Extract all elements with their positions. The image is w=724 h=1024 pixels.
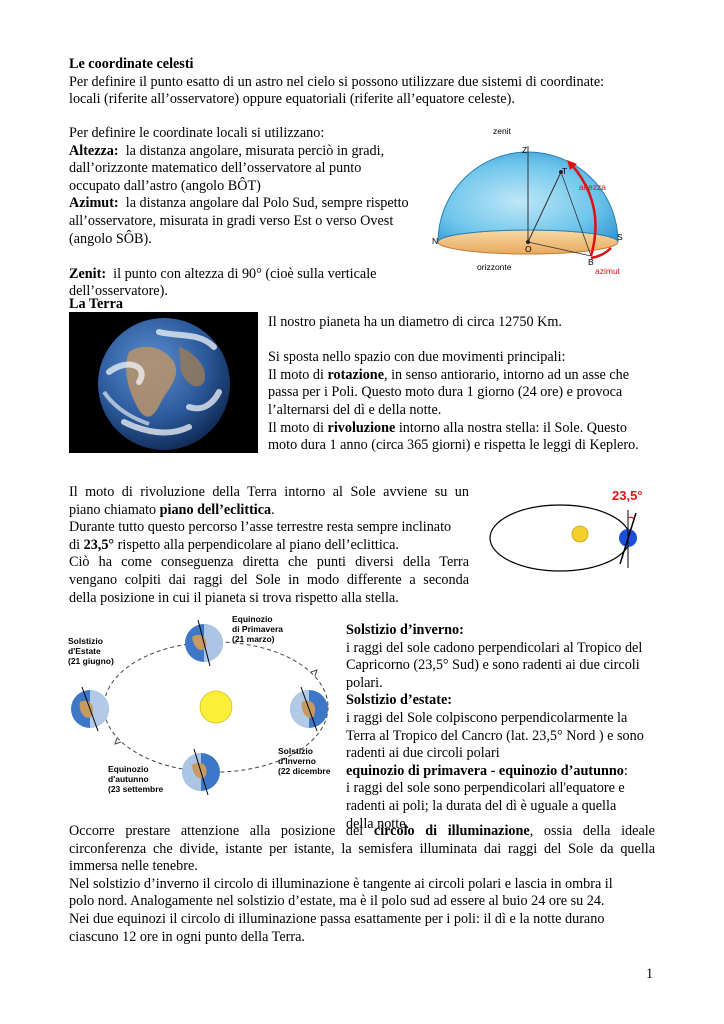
azimut-line-1: Azimut: la distanza angolare dal Polo Sud, sempre rispetto xyxy=(69,195,409,212)
label-n: N xyxy=(432,236,439,246)
label-equinozio-primavera: Equinozio di Primavera (21 marzo) xyxy=(232,614,284,644)
label-azimut: azimut xyxy=(595,266,621,276)
rivoluzione-term: rivoluzione xyxy=(327,419,396,436)
tilt-label: 23,5° xyxy=(612,488,643,503)
terra-line-6: moto dura 1 anno (circa 365 giorni) e rispetta le leggi di Keplero. xyxy=(268,437,639,454)
circolo-illuminazione-term: circolo di illuminazione xyxy=(373,823,530,839)
intro-line-2: locali (riferite all’osservatore) oppure equatoriali (riferite all’equatore celeste). xyxy=(69,91,515,108)
zenit-line-2: dell’osservatore). xyxy=(69,283,168,300)
equinozio-line-2: radenti ai poli; la durata del dì è uguale a quella xyxy=(346,797,617,814)
terra-diameter: Il nostro pianeta ha un diametro di circa 12750 Km. xyxy=(268,314,562,330)
solstizio-estate-line-2: Terra al Tropico del Cancro (lat. 23,5° Nord ) e sono xyxy=(346,727,644,744)
section-title: Le coordinate celesti xyxy=(69,56,194,72)
earth-photo xyxy=(69,312,258,453)
terra-heading: La Terra xyxy=(69,296,123,312)
label-z: Z xyxy=(522,145,528,155)
label-equinozio-autunno: Equinozio d'autunno (23 settembre xyxy=(108,764,164,794)
tilt-term: 23,5° xyxy=(83,536,115,553)
label-orizzonte: orizzonte xyxy=(477,262,512,272)
celestial-dome-figure xyxy=(431,124,627,280)
terra-line-5: Il moto di rivoluzione intorno alla nostra stella: il Sole. Questo xyxy=(268,419,627,436)
equinozio-heading: equinozio di primavera - equinozio d’autunno: xyxy=(346,762,628,779)
label-solstizio-estate: Solstizio d'Estate (21 giugno) xyxy=(68,636,114,666)
illuminazione-line-3: immersa nelle tenebre. xyxy=(69,858,198,875)
label-zenit: zenit xyxy=(493,126,511,136)
zenit-line-1: Zenit: il punto con altezza di 90° (cioè sulla verticale xyxy=(69,265,377,282)
illuminazione-line-4: Nel solstizio d’inverno il circolo di illuminazione è tangente ai circoli polari e lascia in ombra il xyxy=(69,875,613,892)
azimut-line-3: (angolo SÔB). xyxy=(69,230,152,247)
eclittica-line-6: vengano colpiti dai raggi del Sole in modo differente a seconda xyxy=(69,571,469,588)
altezza-line-3: occupato dall’astro (angolo BÔT) xyxy=(69,177,261,194)
solstizio-inverno-line-1: i raggi del sole cadono perpendicolari al Tropico del xyxy=(346,639,643,656)
solstizio-inverno-line-2: Capricorno (23,5° Sud) e sono radenti ai due circoli xyxy=(346,657,640,674)
altezza-line-2: dall’orizzonte matematico dell’osservatore al punto xyxy=(69,160,362,177)
eclittica-line-3: Durante tutto questo percorso l’asse terrestre resta sempre inclinato xyxy=(69,519,452,536)
azimut-term: Azimut: xyxy=(69,195,119,212)
label-b: B xyxy=(588,257,594,267)
illuminazione-line-6: Nei due equinozi il circolo di illuminazione passa esattamente per i poli: il dì e la notte durano xyxy=(69,910,605,927)
eclittica-line-5: Ciò ha come conseguenza diretta che punti diversi della Terra xyxy=(69,554,469,571)
spacer xyxy=(69,248,429,266)
label-t: T xyxy=(562,166,568,176)
equinozio-line-3: della notte. xyxy=(346,815,410,832)
label-o: O xyxy=(525,244,532,254)
solstizio-inverno-line-3: polari. xyxy=(346,674,383,691)
label-altezza: altezza xyxy=(579,182,606,192)
label-s: S xyxy=(617,232,623,242)
illuminazione-line-1: Occorre prestare attenzione alla posizione del circolo di illuminazione, ossia della ideale xyxy=(69,823,655,839)
page-number: 1 xyxy=(646,966,654,982)
solstizio-estate-line-1: i raggi del Sole colpiscono perpendicolarmente la xyxy=(346,709,628,726)
illuminazione-line-5: polo nord. Analogamente nel solstizio d’estate, ma è il polo sud ad essere al buio 24 ore su 24. xyxy=(69,893,605,910)
spacer xyxy=(268,332,668,350)
solstizio-inverno-heading: Solstizio d’inverno: xyxy=(346,622,464,638)
azimut-line-2: all’osservatore, misurata in gradi verso Est o verso Ovest xyxy=(69,212,394,229)
eclittica-line-4: di 23,5° rispetto alla perpendicolare al piano dell’eclittica. xyxy=(69,536,399,553)
terra-line-2: Il moto di rotazione, in senso antiorario, intorno ad un asse che xyxy=(268,366,630,383)
local-intro: Per definire le coordinate locali si utilizzano: xyxy=(69,125,325,141)
zenit-term: Zenit: xyxy=(69,265,107,282)
terra-line-3: passa per i Poli. Questo moto dura 1 giorno (24 ore) e provoca xyxy=(268,384,623,401)
eclittica-line-2: piano chiamato piano dell’eclittica. xyxy=(69,501,275,518)
ecliptic-orbit-figure xyxy=(488,486,648,596)
solstizio-estate-line-3: radenti ai due circoli polari xyxy=(346,745,500,762)
intro-line-1: Per definire il punto esatto di un astro nel cielo si possono utilizzare due sistemi di coordinate: xyxy=(69,73,605,90)
rotazione-term: rotazione xyxy=(327,366,384,383)
terra-line-4: l’alternarsi del dì e della notte. xyxy=(268,401,442,418)
eclittica-line-1: Il moto di rivoluzione della Terra intorno al Sole avviene su un xyxy=(69,484,469,500)
illuminazione-line-7: ciascuno 12 ore in ogni punto della Terra. xyxy=(69,928,305,945)
label-solstizio-inverno: Solstizio d'Inverno (22 dicembre xyxy=(278,746,331,776)
piano-eclittica-term: piano dell’eclittica xyxy=(159,501,272,518)
altezza-term: Altezza: xyxy=(69,142,119,159)
solstizio-estate-heading: Solstizio d’estate: xyxy=(346,692,452,709)
illuminazione-line-2: circonferenza che divide, istante per istante, la semisfera illuminata dai raggi del Sole da quella xyxy=(69,840,655,857)
altezza-line-1: Altezza: la distanza angolare, misurata perciò in gradi, xyxy=(69,142,385,159)
equinozio-line-1: i raggi del sole sono perpendicolari all'equatore e xyxy=(346,780,625,797)
seasons-orbit-figure xyxy=(66,612,336,802)
eclittica-line-7: della posizione in cui il pianeta si trova rispetto alla stella. xyxy=(69,589,399,606)
terra-line-1: Si sposta nello spazio con due movimenti principali: xyxy=(268,349,566,366)
